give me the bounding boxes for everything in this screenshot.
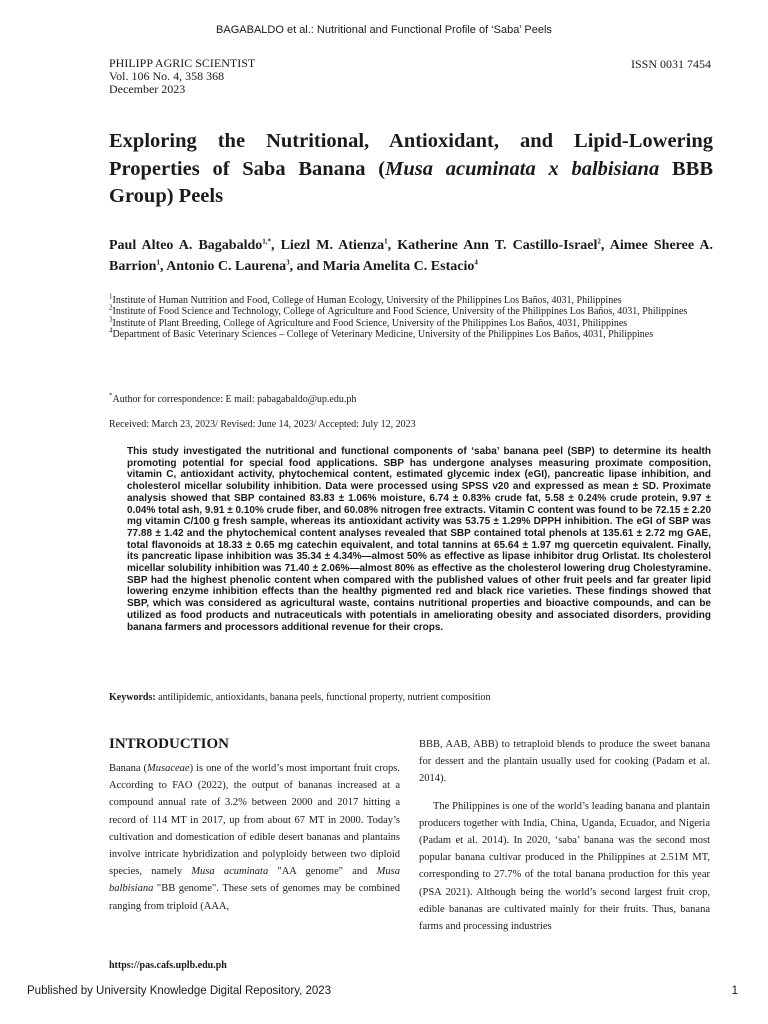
keywords-text: antilipidemic, antioxidants, banana peels, functional property, nutrient composition [158,692,491,703]
author: Maria Amelita C. Estacio$^4$ [322,258,478,274]
body-column-right [419,736,710,935]
publisher-footer: Published by University Knowledge Digital Repository, 2023 [27,985,332,997]
journal-url[interactable]: https://pas.cafs.uplb.edu.ph [109,960,227,971]
author: Katherine Ann T. Castillo-Israel$^2$, [397,237,610,253]
intro-paragraph-1: Banana (Musaceae) is one of the world’s most important fruit crops. According to FAO (2022), the output of bananas increased at a compound annual rate of 3.2% between 2000 and 2017 hitting a record of 114 MT in 2017, up from about 67 MT in 2000. Today’s cultivation and domestication of edible desert bananas and plantains involve intricate hybridization and polyploidy between two diploid species, namely Musa acuminata "AA genome" and Musa balbisiana "BB genome". These sets of genomes may be combined ranging from triploid (AAA, [109,763,400,912]
author-list [109,235,713,277]
affiliation-4: $^4$Department of Basic Veterinary Sciences – College of Veterinary Medicine, University of the Philippines Los Baños, 4031, Philippines [109,326,654,341]
body-column-left [109,760,400,915]
author: Liezl M. Atienza$^1$, [280,237,398,253]
author: Aimee Sheree A. Barrion$^1$, [109,238,714,274]
author: Paul Alteo A. Bagabaldo$^{1,*}$, [109,237,281,253]
affiliation-1: $^1$Institute of Human Nutrition and Food, College of Human Ecology, University of the Philippines Los Baños, 4031, Philippines [109,292,622,306]
author: Antonio C. Laurena$^3$, and [166,258,323,274]
page-number: 1 [731,985,738,997]
intro-paragraph-1-continued: BBB, AAB, ABB) to tetraploid blends to produce the sweet banana for dessert and the plantain usually used for cooking (Padam et al. 2014). [419,739,710,785]
paper-title [109,128,713,211]
submission-dates: Received: March 23, 2023/ Revised: June 14, 2023/ Accepted: July 12, 2023 [109,419,416,430]
journal-date: December 2023 [109,82,186,96]
affiliation-2: $^2$Institute of Food Science and Technology, College of Agriculture and Food Science, University of the Philippines Los Baños, 4031, Philippines [109,304,688,318]
intro-paragraph-2: The Philippines is one of the world’s leading banana and plantain producers together with India, China, Uganda, Ecuador, and Nigeria (Padam et al. 2014). In 2020, ‘saba’ banana was the second most popular banana cultivar produced in the Philippines at 2.51M MT, corresponding to 27.7% of the total banana production for this year (PSA 2021). Although being the world’s second largest fruit crop, edible bananas are cultivated mainly for their fruits. Thus, banana farms and processing industries [419,800,710,933]
keywords [109,692,713,703]
journal-volume: Vol. 106 No. 4, 358 368 [109,69,225,83]
title-species: Musa acuminata x balbisiana [385,157,660,180]
journal-info [109,57,255,96]
running-head: BAGABALDO et al.: Nutritional and Functional Profile of ‘Saba’ Peels [216,24,552,36]
correspondence: *Author for correspondence: E mail: pabagabaldo@up.edu.ph [109,391,357,405]
issn: ISSN 0031 7454 [630,57,711,71]
title-part-2: BBB Group) Peels [109,157,713,207]
affiliations [109,292,713,341]
abstract: This study investigated the nutritional and functional components of ‘saba’ banana peel (SBP) to determine its health promoting potential for special food applications. SBP has undergone analyses measuring proximate composition, vitamin C, antioxidant activity, phytochemical content, estimated glycemic index (eGI), pancreatic lipase inhibition, and cholesterol micellar solubility inhibition. Data were processed using SPSS v20 and expressed as mean ± SD. Proximate analysis showed that SBP contained 83.83 ± 1.06% moisture, 6.74 ± 0.83% crude fat, 5.58 ± 0.24% crude protein, 9.97 ± 0.04% total ash, 9.91 ± 0.10% crude fiber, and 60.08% nitrogen free extracts. Vitamin C content was found to be 72.15 ± 2.20 mg vitamin C/100 g fresh sample, whereas its antioxidant activity was 53.75 ± 1.29% DPPH inhibition. The eGI of SBP was 77.88 ± 1.42 and the phytochemical content analyses revealed that SBP contained total phenols at 135.61 ± 2.72 mg GAE, total flavonoids at 18.33 ± 0.65 mg catechin equivalent, and total tannins at 65.64 ± 1.97 mg quercetin equivalent. Finally, its pancreatic lipase inhibition was 35.34 ± 4.34%—almost 50% as effective as lipase inhibitor drug Orlistat. Its cholesterol micellar solubility inhibition was 71.40 ± 2.06%—almost 80% as effective as the cholesterol lowering drug Cholestyramine. SBP had the highest phenolic content when compared with the published values of other fruit peels and far greater lipid lowering enzyme inhibition effects than the healthy pigmented red and black rice varieties. These findings showed that SBP, which was considered as agricultural waste, contains nutritional properties and bioactive compounds, and can be utilized as food products and nutraceuticals with potentials in ameliorating obesity and associated disorders, providing banana farmers and processors additional revenue for their crops. [127,446,711,633]
keywords-label: Keywords: [109,692,156,703]
journal-name: PHILIPP AGRIC SCIENTIST [109,56,256,70]
affiliation-3: $^3$Institute of Plant Breeding, College of Agriculture and Food Science, University of the Philippines Los Baños, 4031, Philippines [109,315,628,329]
title-part-1: Exploring the Nutritional, Antioxidant, and Lipid-Lowering Properties of Saba Banana ( [109,130,713,180]
section-heading-introduction: INTRODUCTION [109,736,230,752]
